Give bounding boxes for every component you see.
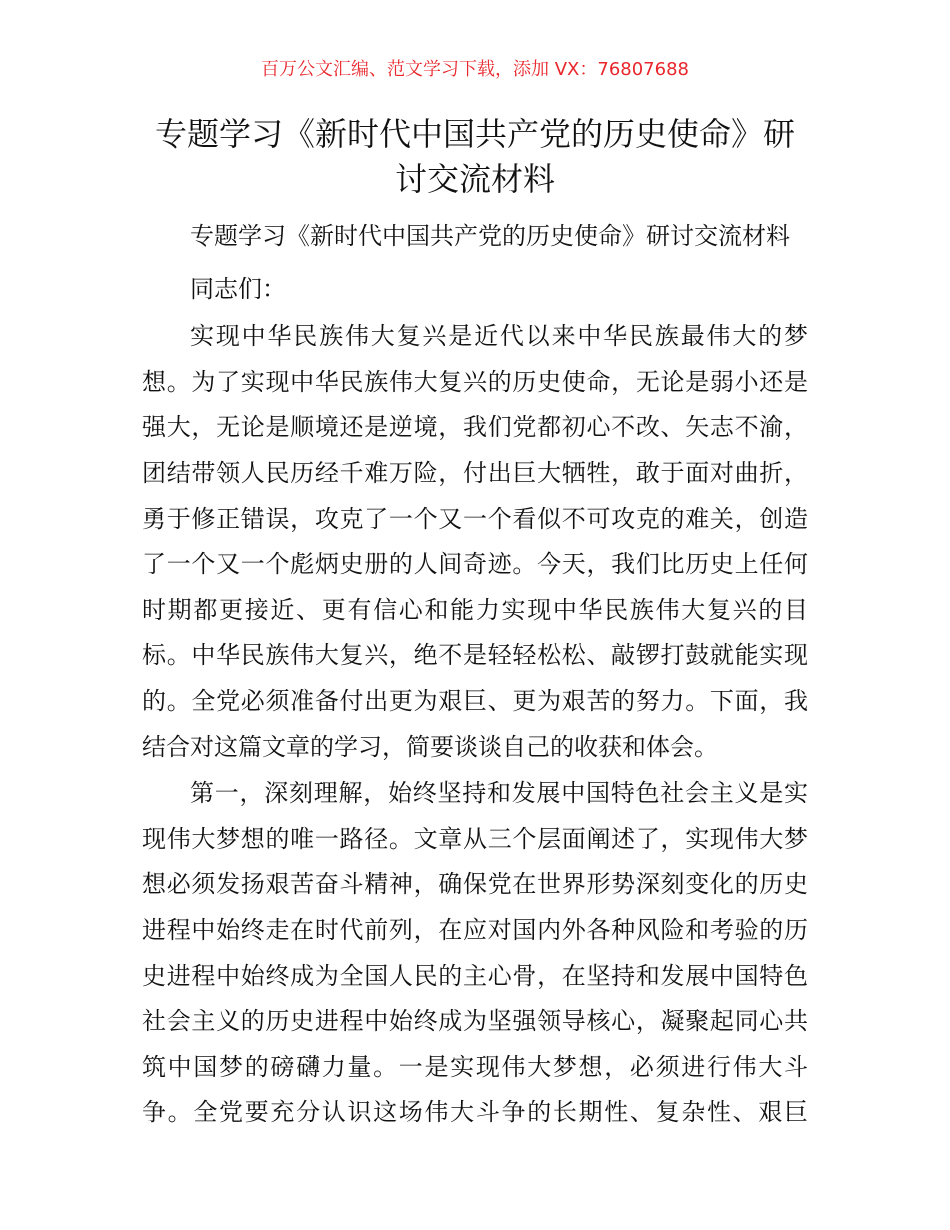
paragraph-line: 的。全党必须准备付出更为艰巨、更为艰苦的努力。下面，我 [142,686,808,715]
salutation: 同志们： [190,274,286,303]
paragraph-line: 勇于修正错误，攻克了一个又一个看似不可攻克的难关，创造 [142,504,808,533]
paragraph-line: 实现中华民族伟大复兴是近代以来中华民族最伟大的梦 [190,322,808,351]
paragraph [142,314,808,770]
paragraph-line: 争。全党要充分认识这场伟大斗争的长期性、复杂性、艰巨 [142,1098,808,1127]
paragraph-line: 第一，深刻理解，始终坚持和发展中国特色社会主义是实 [190,779,808,808]
watermark-header: 百万公文汇编、范文学习下载，添加 VX：76807688 [261,59,689,80]
document-title-line: 讨交流材料 [394,160,555,198]
document-body [142,214,808,1136]
document-title [140,112,810,202]
paragraph-line: 标。中华民族伟大复兴，绝不是轻轻松松、敲锣打鼓就能实现 [142,641,808,670]
paragraph-line: 团结带领人民历经千难万险，付出巨大牺牲，敢于面对曲折， [142,458,808,487]
paragraph-line: 现伟大梦想的唯一路径。文章从三个层面阐述了，实现伟大梦 [142,824,808,853]
paragraph-line: 社会主义的历史进程中始终成为坚强领导核心，凝聚起同心共 [142,1007,808,1036]
paragraph-line: 了一个又一个彪炳史册的人间奇迹。今天，我们比历史上任何 [142,550,808,579]
paragraph-line: 史进程中始终成为全国人民的主心骨，在坚持和发展中国特色 [142,961,808,990]
paragraph-line: 进程中始终走在时代前列，在应对国内外各种风险和考验的历 [142,915,808,944]
paragraph-line: 时期都更接近、更有信心和能力实现中华民族伟大复兴的目 [142,595,808,624]
paragraph-line: 筑中国梦的磅礴力量。一是实现伟大梦想，必须进行伟大斗 [142,1052,808,1081]
paragraph-line: 想必须发扬艰苦奋斗精神，确保党在世界形势深刻变化的历史 [142,870,808,899]
paragraph-line: 强大，无论是顺境还是逆境，我们党都初心不改、矢志不渝， [142,413,808,442]
document-subtitle: 专题学习《新时代中国共产党的历史使命》研讨交流材料 [190,222,790,250]
document-title-line: 专题学习《新时代中国共产党的历史使命》研 [154,115,795,153]
paragraph-line: 想。为了实现中华民族伟大复兴的历史使命，无论是弱小还是 [142,367,808,396]
paragraph [142,771,808,1136]
paragraph-line: 结合对这篇文章的学习，简要谈谈自己的收获和体会。 [142,732,718,761]
